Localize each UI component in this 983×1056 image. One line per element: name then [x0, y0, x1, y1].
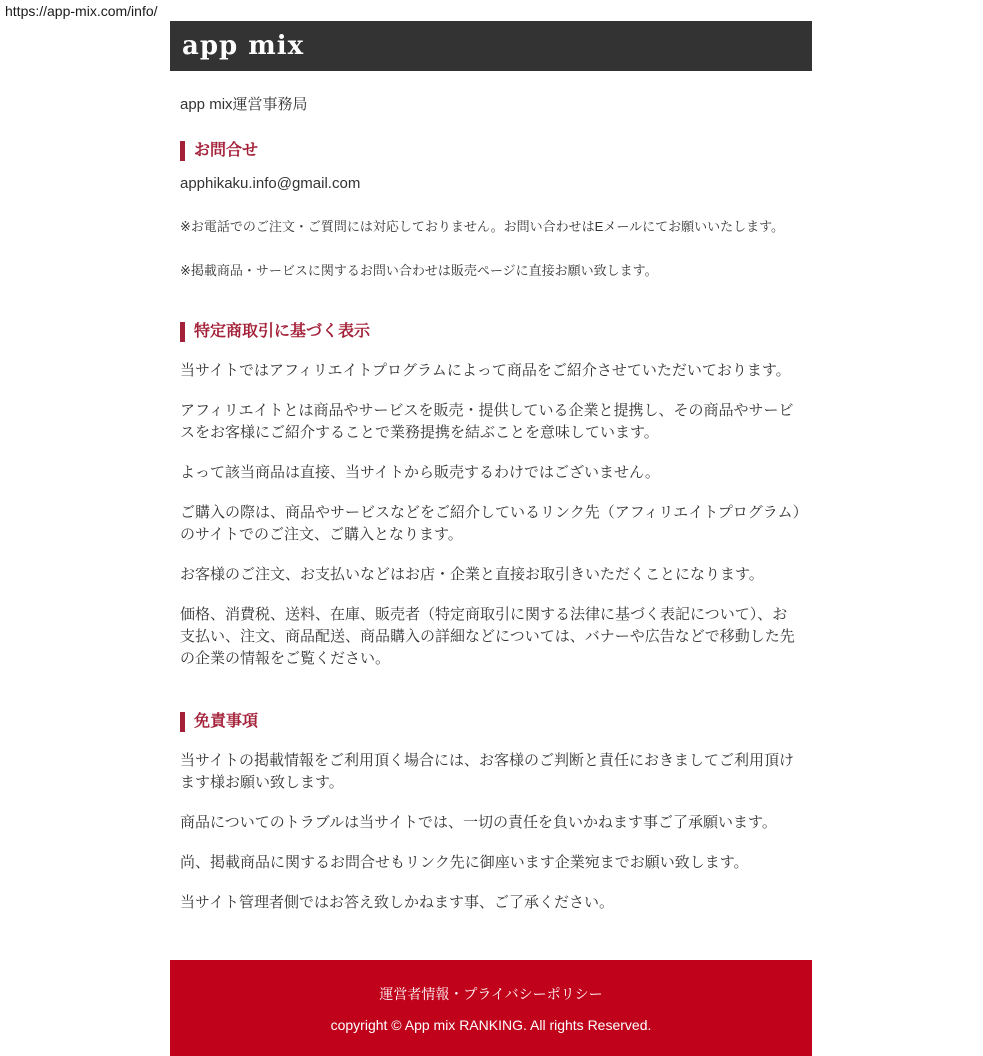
- disclaimer-paragraph: 当サイトの掲載情報をご利用頂く場合には、お客様のご判断と責任におきましてご利用頂けます様お願い致します。: [180, 752, 794, 791]
- content-column: [170, 21, 812, 1056]
- main-content: [170, 95, 812, 914]
- tokutei-paragraph: 価格、消費税、送料、在庫、販売者（特定商取引に関する法律に基づく表記について）、お支払い、注文、商品配送、商品購入の詳細などについては、バナーや広告などで移動した先の企業の情報をご覧ください。: [180, 606, 795, 667]
- page-url: https://app-mix.com/info/: [5, 3, 158, 19]
- disclaimer-heading: 免責事項: [180, 712, 802, 732]
- contact-note-phone: ※お電話でのご注文・ご質問には対応しておりません。お問い合わせはEメールにてお願いいたします。: [180, 219, 785, 234]
- tokutei-paragraph: アフィリエイトとは商品やサービスを販売・提供している企業と提携し、その商品やサービスをお客様にご紹介することで業務提携を結ぶことを意味しています。: [180, 402, 794, 441]
- site-header: [170, 21, 812, 71]
- contact-email: apphikaku.info@gmail.com: [180, 175, 361, 192]
- disclaimer-paragraph: 商品についてのトラブルは当サイトでは、一切の責任を負いかねます事ご了承願います。: [180, 814, 777, 831]
- section-tokutei: [180, 322, 802, 670]
- tokutei-paragraph: お客様のご注文、お支払いなどはお店・企業と直接お取引きいただくことになります。: [180, 566, 764, 583]
- contact-note-products: ※掲載商品・サービスに関するお問い合わせは販売ページに直接お願い致します。: [180, 263, 658, 278]
- tokutei-paragraph: ご購入の際は、商品やサービスなどをご紹介しているリンク先（アフィリエイトプログラム）のサイトでのご注文、ご購入となります。: [180, 504, 801, 543]
- section-disclaimer: [180, 712, 802, 914]
- contact-heading: お問合せ: [180, 141, 802, 161]
- section-contact: [180, 141, 802, 280]
- tokutei-paragraph: 当サイトではアフィリエイトプログラムによって商品をご紹介させていただいております。: [180, 362, 791, 379]
- tokutei-paragraph: よって該当商品は直接、当サイトから販売するわけではございません。: [180, 464, 660, 481]
- site-footer: [170, 960, 812, 1056]
- site-title[interactable]: app mix: [182, 31, 305, 61]
- disclaimer-paragraph: 尚、掲載商品に関するお問合せもリンク先に御座います企業宛までお願い致します。: [180, 854, 749, 871]
- tokutei-heading: 特定商取引に基づく表示: [180, 322, 802, 342]
- operator-line: app mix運営事務局: [180, 96, 308, 113]
- copyright: copyright © App mix RANKING. All rights Reserved.: [330, 1017, 652, 1033]
- footer-privacy-link[interactable]: 運営者情報・プライバシーポリシー: [379, 986, 603, 1002]
- disclaimer-paragraph: 当サイト管理者側ではお答え致しかねます事、ご了承ください。: [180, 894, 614, 911]
